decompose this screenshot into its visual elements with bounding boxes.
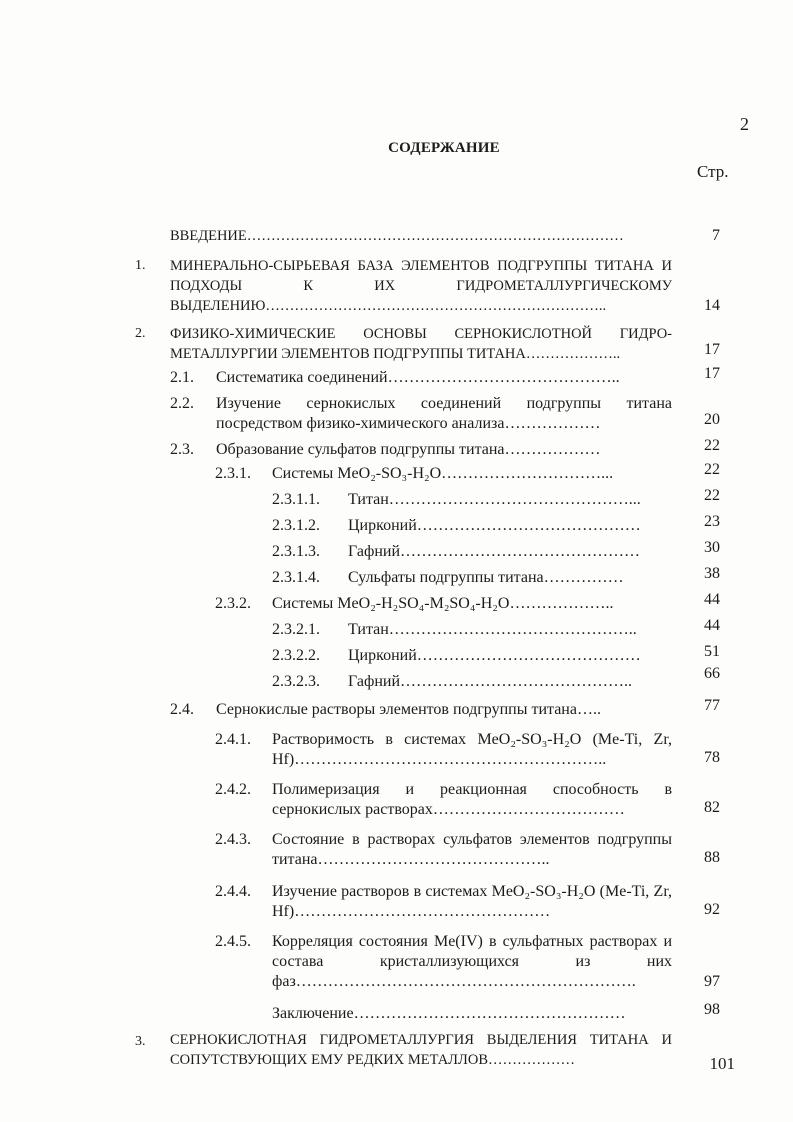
toc-entry-number: 2.3.2.2.	[272, 647, 320, 664]
toc-entry-page: 101	[709, 1054, 735, 1073]
toc-entry-text: Полимеризация и реакционная способность в сернокислых растворах………………………………	[272, 781, 672, 818]
toc-entry-page: 22	[704, 487, 720, 504]
toc-entry-text: СЕРНОКИСЛОТНАЯ ГИДРОМЕТАЛЛУРГИЯ ВЫДЕЛЕНИЯ ТИТАНА И СОПУТСТВУЮЩИХ ЕМУ РЕДКИХ МЕТАЛЛОВ………………	[170, 1032, 672, 1068]
toc-entry-page: 88	[704, 849, 720, 866]
toc-entry-2-4-4[interactable]	[215, 882, 740, 924]
toc-entry-2-3-1-3[interactable]	[272, 539, 740, 564]
toc-entry-text: Цирконий……………………………………	[348, 517, 641, 534]
toc-entry-page: 38	[704, 565, 720, 582]
toc-entry-text: Растворимость в системах MeO₂-SO₃-H₂O (Me-Ti, Zr, Hf)…………………………………………………..	[272, 731, 672, 768]
toc-entry-conclusion[interactable]	[272, 1001, 740, 1026]
toc-entry-page: 98	[704, 1001, 720, 1018]
toc-entry-number: 2.4.2.	[215, 781, 251, 798]
toc-entry-page: 23	[704, 513, 720, 530]
toc-entry-page: 30	[704, 539, 720, 556]
toc-entry-2-4-5[interactable]	[215, 932, 740, 994]
toc-entry-2-4-1[interactable]	[215, 730, 740, 772]
toc-entry-1[interactable]	[135, 256, 740, 316]
toc-entry-number: 2.3.	[170, 441, 194, 458]
toc-entry-2-3-2-1[interactable]	[272, 617, 740, 642]
toc-entry-2-4-2[interactable]	[215, 780, 740, 822]
toc-entry-text: Системы MeO₂-H₂SO₄-M₂SO₄-H₂O………………..	[272, 595, 614, 612]
toc-entry-text: Титан………………………………………...	[348, 491, 641, 508]
toc-entry-number: 2.3.2.3.	[272, 673, 320, 690]
toc-entry-page: 17	[704, 365, 720, 382]
toc-entry-page: 78	[704, 749, 720, 766]
toc-entry-2-3-1[interactable]	[215, 461, 740, 486]
page-column-label: Стр.	[697, 162, 729, 181]
toc-entry-text: Изучение растворов в системах MeO₂-SO₃-H₂O (Me-Ti, Zr, Hf)…………………………………………	[272, 883, 672, 920]
toc-entry-2-3-1-2[interactable]	[272, 513, 740, 538]
toc-entry-number: 2.3.2.1.	[272, 621, 320, 638]
page-title: СОДЕРЖАНИЕ	[388, 140, 500, 156]
toc-entry-text: Изучение сернокислых соединений подгруппы титана посредством физико-химического анализа………………	[216, 395, 672, 432]
toc-entry-page: 14	[704, 297, 720, 314]
toc-entry-page: 17	[704, 341, 720, 358]
toc-entry-number: 2.4.5.	[215, 933, 251, 950]
toc-entry-text: Систематика соединений……………………………………..	[216, 369, 620, 386]
toc-entry-number: 2.3.1.3.	[272, 543, 320, 560]
toc-entry-page: 20	[704, 411, 720, 428]
toc-entry-2-3-2[interactable]	[215, 591, 740, 616]
toc-entry-text: Системы MeO₂-SO₃-H₂O…………………………...	[272, 465, 614, 482]
toc-entry-number: 3.	[135, 1034, 146, 1049]
toc-entry-page: 51	[704, 643, 720, 660]
toc-entry-number: 2.3.2.	[215, 595, 251, 612]
toc-entry-text: Сернокислые растворы элементов подгруппы титана…..	[216, 701, 601, 718]
toc-entry-page: 92	[704, 901, 720, 918]
toc-entry-number: 2.4.1.	[215, 731, 251, 748]
toc-entry-number: 2.4.4.	[215, 883, 251, 900]
toc-entry-page: 44	[704, 591, 720, 608]
toc-entry-text: Состояние в растворах сульфатов элементов подгруппы титана……………………………………..	[272, 831, 672, 868]
toc-entry-2-1[interactable]	[170, 365, 740, 390]
toc-entry-number: 2.	[135, 326, 146, 341]
toc-entry-number: 2.4.	[170, 701, 194, 718]
toc-entry-text: МИНЕРАЛЬНО-СЫРЬЕВАЯ БАЗА ЭЛЕМЕНТОВ ПОДГРУППЫ ТИТАНА И ПОДХОДЫ К ИХ ГИДРОМЕТАЛЛУРГИЧЕСКОМУ ВЫДЕЛЕНИЮ……………………………………………………………..	[170, 258, 672, 314]
toc-entry-page: 97	[704, 973, 720, 990]
toc-entry-introduction[interactable]	[170, 226, 740, 248]
toc-entry-page: 7	[712, 227, 720, 244]
toc-entry-text: Заключение……………………………………………	[272, 1005, 626, 1022]
toc-entry-page: 22	[704, 461, 720, 478]
toc-entry-2-3-1-1[interactable]	[272, 487, 740, 512]
toc-entry-text: Гафний………………………………………	[348, 543, 641, 560]
toc-entry-text: Титан………………………………………..	[348, 621, 637, 638]
toc-entry-number: 2.4.3.	[215, 831, 251, 848]
toc-entry-2-3-2-3[interactable]	[272, 665, 740, 694]
toc-entry-2-3-1-4[interactable]	[272, 565, 740, 590]
toc-entry-page: 77	[704, 697, 720, 714]
toc-entry-text: Гафний……………………………………..	[348, 673, 633, 690]
toc-entry-number: 1.	[135, 258, 146, 273]
toc-entry-number: 2.3.1.4.	[272, 569, 320, 586]
page-number: 2	[740, 114, 749, 134]
toc-entry-page: 22	[704, 437, 720, 454]
toc-entry-page: 66	[704, 665, 720, 682]
toc-entry-text: ФИЗИКО-ХИМИЧЕСКИЕ ОСНОВЫ СЕРНОКИСЛОТНОЙ ГИДРО-МЕТАЛЛУРГИИ ЭЛЕМЕНТОВ ПОДГРУППЫ ТИТАНА………………..	[170, 326, 672, 362]
toc-entry-text: Образование сульфатов подгруппы титана………………	[216, 441, 601, 458]
toc-entry-2-2[interactable]	[170, 394, 740, 436]
toc-entry-number: 2.3.1.1.	[272, 491, 320, 508]
toc-entry-page: 44	[704, 617, 720, 634]
toc-entry-2-3[interactable]	[170, 437, 740, 462]
toc-entry-text: Корреляция состояния Me(IV) в сульфатных растворах и состава кристаллизующихся из них фаз……………………………………………………….	[272, 933, 672, 990]
toc-entry-text: Сульфаты подгруппы титана……………	[348, 569, 624, 586]
toc-entry-2-4[interactable]	[170, 697, 740, 722]
toc-entry-page: 82	[704, 799, 720, 816]
toc-entry-3[interactable]	[135, 1030, 740, 1078]
toc-entry-text: Цирконий……………………………………	[348, 647, 641, 664]
toc-entry-2-4-3[interactable]	[215, 830, 740, 872]
toc-entry-number: 2.2.	[170, 395, 194, 412]
toc-entry-2-3-2-2[interactable]	[272, 643, 740, 668]
toc-entry-text: ВВЕДЕНИЕ……………………………………………………………………	[170, 228, 624, 244]
toc-entry-number: 2.3.1.2.	[272, 517, 320, 534]
toc-entry-number: 2.1.	[170, 369, 194, 386]
toc-entry-number: 2.3.1.	[215, 465, 251, 482]
toc-entry-2[interactable]	[135, 324, 740, 366]
